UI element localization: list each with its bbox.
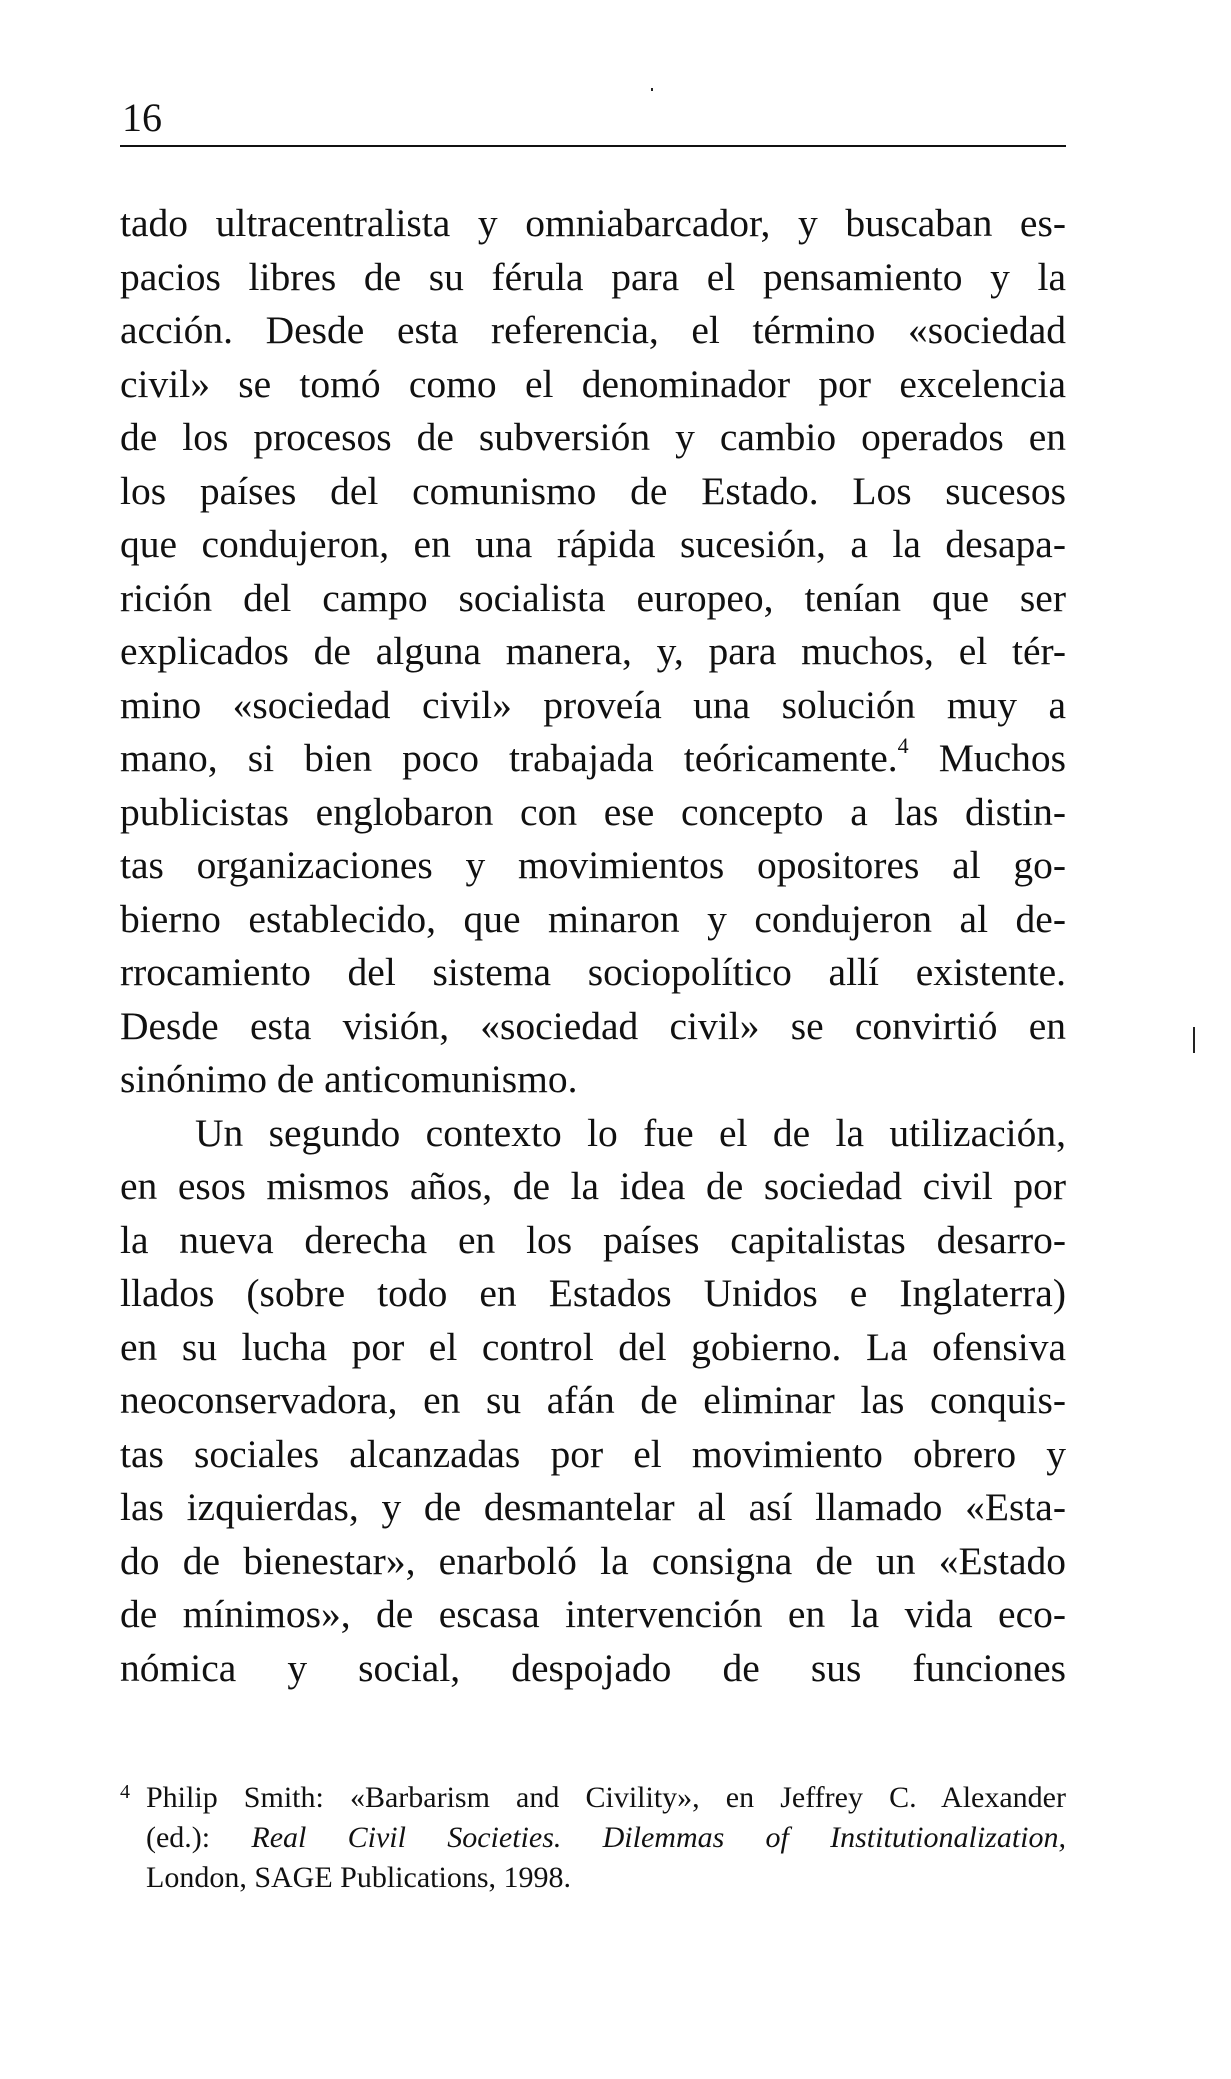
footnote-text: Philip Smith: «Barbarism and Civility», en Jeffrey C. Alexander (146, 1781, 1066, 1814)
body-line: tas sociales alcanzadas por el movimiento obrero y (120, 1431, 1066, 1476)
page-number: 16 (122, 95, 162, 140)
body-line: Desde esta visión, «sociedad civil» se convirtió en (120, 1003, 1066, 1048)
header-rule (120, 145, 1066, 147)
footnote-book-title: Real Civil Societies. Dilemmas of Institutionalization, (251, 1821, 1066, 1854)
body-line: de los procesos de subversión y cambio operados en (120, 415, 1066, 459)
scan-speck (651, 88, 653, 91)
body-line: en esos mismos años, de la idea de sociedad civil por (120, 1164, 1066, 1208)
body-line: en su lucha por el control del gobierno. La ofensiva (120, 1324, 1066, 1369)
body-line: la nueva derecha en los países capitalistas desarro- (120, 1217, 1066, 1262)
footnote-marker: 4 (120, 1781, 130, 1803)
body-line-text: Muchos (908, 736, 1066, 780)
footnote-line (120, 1818, 1066, 1858)
body-line: Un segundo contexto lo fue el de la utilización, (195, 1110, 1066, 1155)
body-line: civil» se tomó como el denominador por excelencia (120, 361, 1066, 406)
body-line: los países del comunismo de Estado. Los sucesos (120, 468, 1066, 513)
body-line: llados (sobre todo en Estados Unidos e Inglaterra) (120, 1271, 1066, 1315)
body-line-text: mano, si bien poco trabajada teóricamente. (120, 736, 898, 780)
body-line: explicados de alguna manera, y, para muchos, el tér- (120, 629, 1066, 673)
body-line: neoconservadora, en su afán de eliminar las conquis- (120, 1378, 1066, 1422)
footnote (120, 1778, 1066, 1898)
body-line: do de bienestar», enarboló la consigna de un «Estado (120, 1538, 1066, 1583)
footnote-line (120, 1778, 1066, 1818)
footnote-line: London, SAGE Publications, 1998. (146, 1861, 571, 1894)
body-line: de mínimos», de escasa intervención en la vida eco- (120, 1592, 1066, 1636)
body-line: que condujeron, en una rápida sucesión, a la desapa- (120, 522, 1066, 566)
body-line: las izquierdas, y de desmantelar al así llamado «Esta- (120, 1485, 1066, 1529)
body-line: bierno establecido, que minaron y condujeron al de- (120, 896, 1066, 941)
body-line: pacios libres de su férula para el pensamiento y la (120, 254, 1066, 299)
body-line: acción. Desde esta referencia, el término «sociedad (120, 308, 1066, 352)
body-line: publicistas englobaron con ese concepto a las distin- (120, 789, 1066, 834)
body-line: rición del campo socialista europeo, tenían que ser (120, 575, 1066, 620)
body-line (120, 732, 1066, 786)
footnote-text: (ed.): (146, 1821, 252, 1854)
scan-speck (1193, 1027, 1195, 1053)
footnote-reference: 4 (897, 733, 909, 758)
body-text (120, 197, 1066, 1695)
body-line: sinónimo de anticomunismo. (120, 1057, 578, 1101)
body-line: tado ultracentralista y omniabarcador, y buscaban es- (120, 201, 1066, 245)
body-line: rrocamiento del sistema sociopolítico allí existente. (120, 950, 1066, 994)
body-line: mino «sociedad civil» proveía una solución muy a (120, 682, 1066, 727)
body-line: tas organizaciones y movimientos opositores al go- (120, 843, 1066, 887)
body-line: nómica y social, despojado de sus funciones (120, 1645, 1066, 1690)
